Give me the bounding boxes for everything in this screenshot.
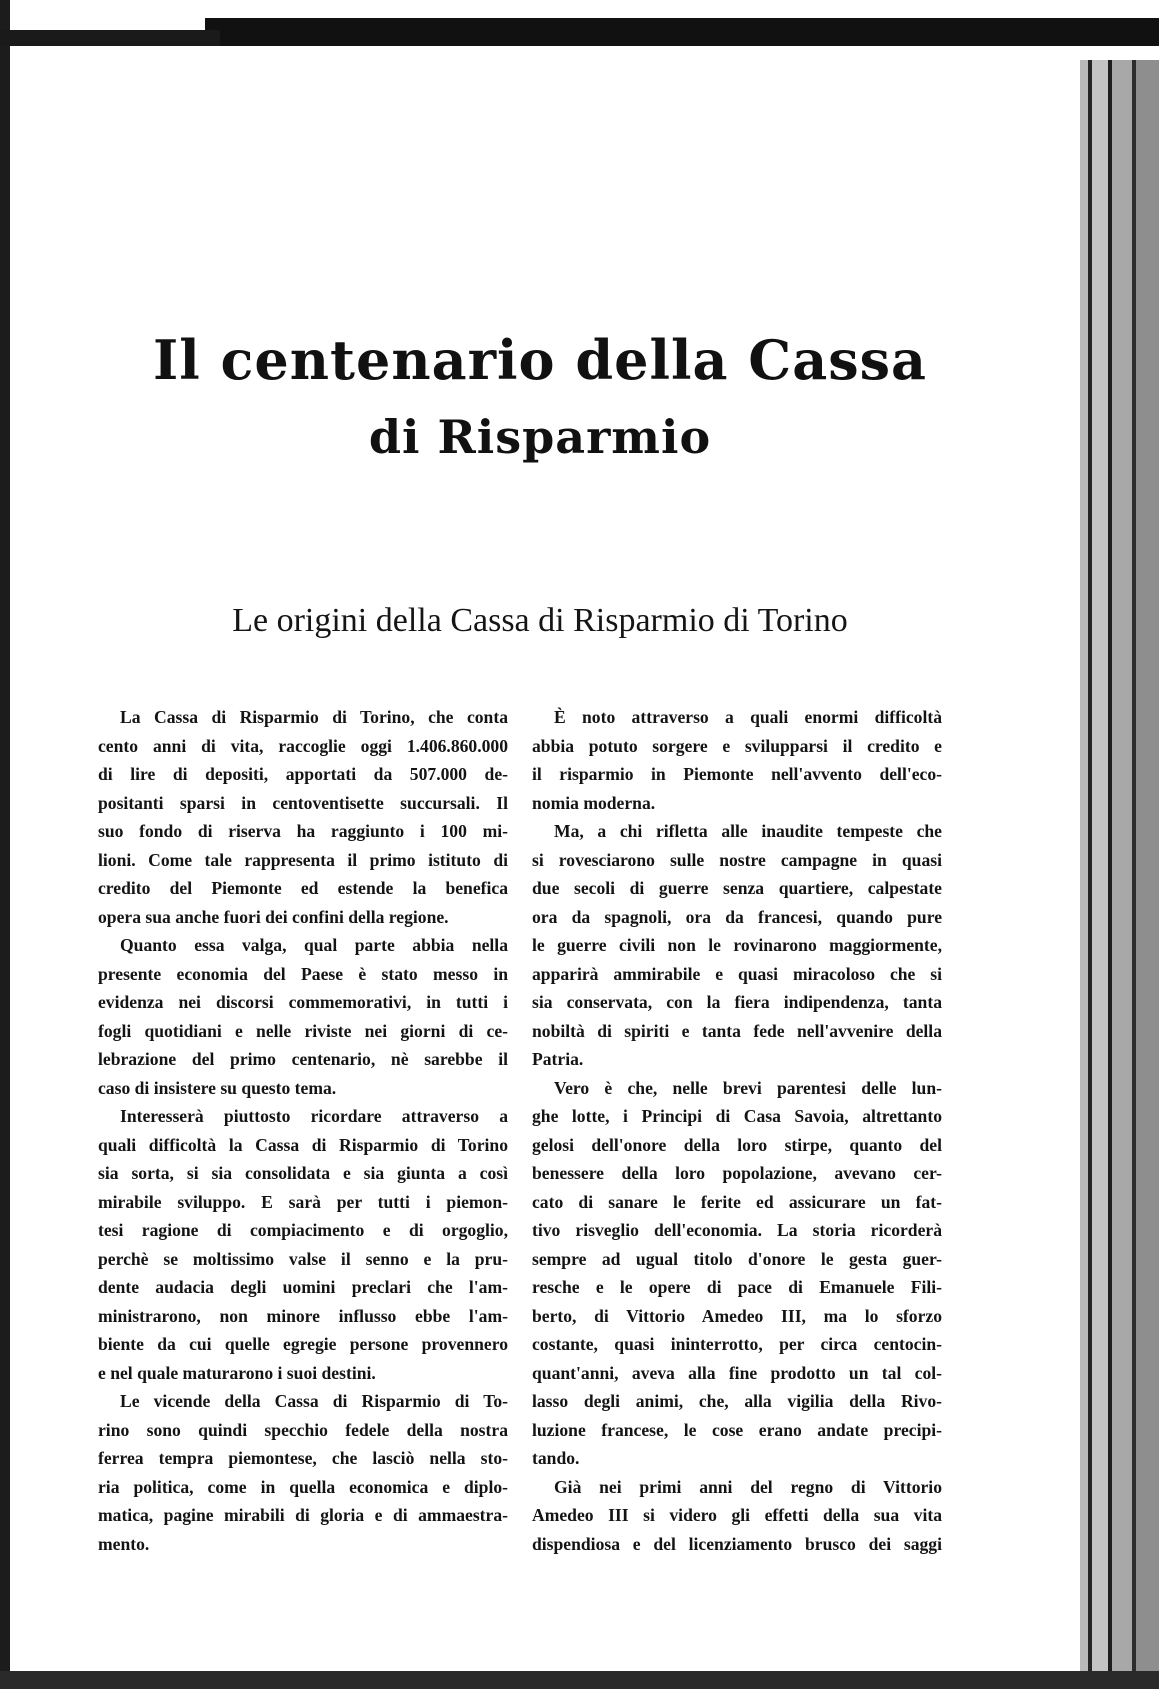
right-column-line: abbia potuto sorgere e svilupparsi il credito e [532,735,942,756]
right-column-line: ghe lotte, i Principi di Casa Savoia, altrettanto [532,1106,942,1126]
left-column-line: La Cassa di Risparmio di Torino, che conta [120,707,508,727]
left-column-line: positanti sparsi in centoventisette succursali. Il [98,792,508,813]
right-column-line: sempre ad ugual titolo d'onore le gesta guer- [532,1248,942,1269]
right-column-line: sia conservata, con la fiera indipendenza, tanta [532,992,942,1012]
left-column-line: ministrarono, non minore influsso ebbe l'am- [98,1305,508,1326]
right-column-line: È noto attraverso a quali enormi difficoltà [554,707,942,727]
right-column-line: dispendiosa e del licenziamento brusco dei saggi [532,1533,942,1554]
left-column-line: evidenza nei discorsi commemorativi, in tutti i [98,992,508,1012]
left-column-line: sia sorta, si sia consolidata e sia giunta a così [98,1163,508,1183]
left-column-line: cento anni di vita, raccoglie oggi 1.406.860.000 [98,735,508,756]
right-column-line: quant'anni, aveva alla fine prodotto un tal col- [532,1362,942,1383]
article-title: Il centenario della Cassa [152,328,928,392]
article-subtitle: Le origini della Cassa di Risparmio di Torino [232,602,848,639]
right-column-line: Patria. [532,1049,584,1069]
left-column-line: matica, pagine mirabili di gloria e di ammaestra- [98,1505,508,1525]
left-column-line: credito del Piemonte ed estende la benefica [98,878,508,898]
left-column-line: suo fondo di riserva ha raggiunto i 100 mi- [98,821,508,841]
right-column-line: Già nei primi anni del regno di Vittorio [554,1476,942,1497]
left-column-line: lebrazione del primo centenario, nè sarebbe il [98,1049,508,1069]
left-column-line: Le vicende della Cassa di Risparmio di To- [120,1391,508,1411]
scan-top-border [205,18,1159,46]
left-column-line: ferrea tempra piemontese, che lasciò nella sto- [98,1448,508,1468]
left-column-line: mirabile sviluppo. E sarà per tutti i piemon- [98,1191,508,1212]
article-title-continued: di Risparmio [368,410,712,464]
book-page-edges [1068,60,1159,1671]
scan-top-border-left [0,30,220,46]
right-column-line: il risparmio in Piemonte nell'avvento dell'eco- [532,764,942,784]
right-column-line: Amedeo III si videro gli effetti della sua vita [532,1505,942,1525]
right-column-line: tando. [532,1448,580,1468]
right-column-line: due secoli di guerre senza quartiere, calpestate [532,878,942,898]
left-column-line: perchè se moltissimo valse il senno e la pru- [98,1248,508,1269]
right-text-column [532,703,942,1558]
left-column-line: caso di insistere su questo tema. [98,1077,337,1098]
left-column-line: opera sua anche fuori dei confini della regione. [98,906,449,927]
right-column-line: si rovesciarono sulle nostre campagne in quasi [532,849,942,870]
left-column-line: e nel quale maturarono i suoi destini. [98,1362,376,1383]
left-column-line: quali difficoltà la Cassa di Risparmio di Torino [98,1134,508,1155]
right-column-line: apparirà ammirabile e quasi miracoloso che si [532,963,942,984]
right-column-line: luzione francese, le cose erano andate precipi- [532,1419,942,1440]
right-column-line: costante, quasi ininterrotto, per circa centocin- [532,1334,942,1354]
left-column-line: rino sono quindi specchio fedele della nostra [98,1419,508,1440]
left-text-column [98,703,508,1558]
left-column-line: tesi ragione di compiacimento e di orgoglio, [98,1220,508,1240]
scan-left-border [0,0,10,1689]
right-column-line: nomia moderna. [532,792,656,813]
left-column-line: lioni. Come tale rappresenta il primo istituto di [98,849,508,870]
right-column-line: ora da spagnoli, ora da francesi, quando pure [532,906,942,927]
right-column-line: berto, di Vittorio Amedeo III, ma lo sforzo [532,1305,942,1326]
right-column-line: le guerre civili non le rovinarono maggiormente, [532,935,942,955]
right-column-line: tivo risveglio dell'economia. La storia ricorderà [532,1220,942,1240]
left-column-line: presente economia del Paese è stato messo in [98,963,508,984]
right-column-line: cato di sanare le ferite ed assicurare un fat- [532,1191,942,1212]
left-column-line: Interesserà piuttosto ricordare attraverso a [120,1106,508,1126]
right-column-line: Ma, a chi rifletta alle inaudite tempeste che [554,821,942,841]
left-column-line: di lire di depositi, apportati da 507.000 de- [98,764,508,784]
right-column-line: benessere della loro popolazione, avevano cer- [532,1163,942,1183]
left-column-line: fogli quotidiani e nelle riviste nei giorni di ce- [98,1020,508,1041]
left-column-line: dente audacia degli uomini preclari che l'am- [98,1277,508,1297]
right-column-line: nobiltà di spiriti e tanta fede nell'avvenire della [532,1020,942,1041]
page-sheet [10,46,1080,1671]
right-column-line: Vero è che, nelle brevi parentesi delle lun- [554,1077,942,1098]
left-column-line: mento. [98,1533,150,1554]
left-column-line: Quanto essa valga, qual parte abbia nella [120,935,508,955]
right-column-line: lasso degli animi, che, alla vigilia della Rivo- [532,1391,942,1411]
left-column-line: biente da cui quelle egregie persone provennero [98,1334,508,1354]
right-column-line: resche e le opere di pace di Emanuele Fili- [532,1277,942,1297]
scan-bottom-border [0,1671,1159,1689]
right-column-line: gelosi dell'onore della loro stirpe, quanto del [532,1134,942,1155]
left-column-line: ria politica, come in quella economica e diplo- [98,1476,508,1497]
